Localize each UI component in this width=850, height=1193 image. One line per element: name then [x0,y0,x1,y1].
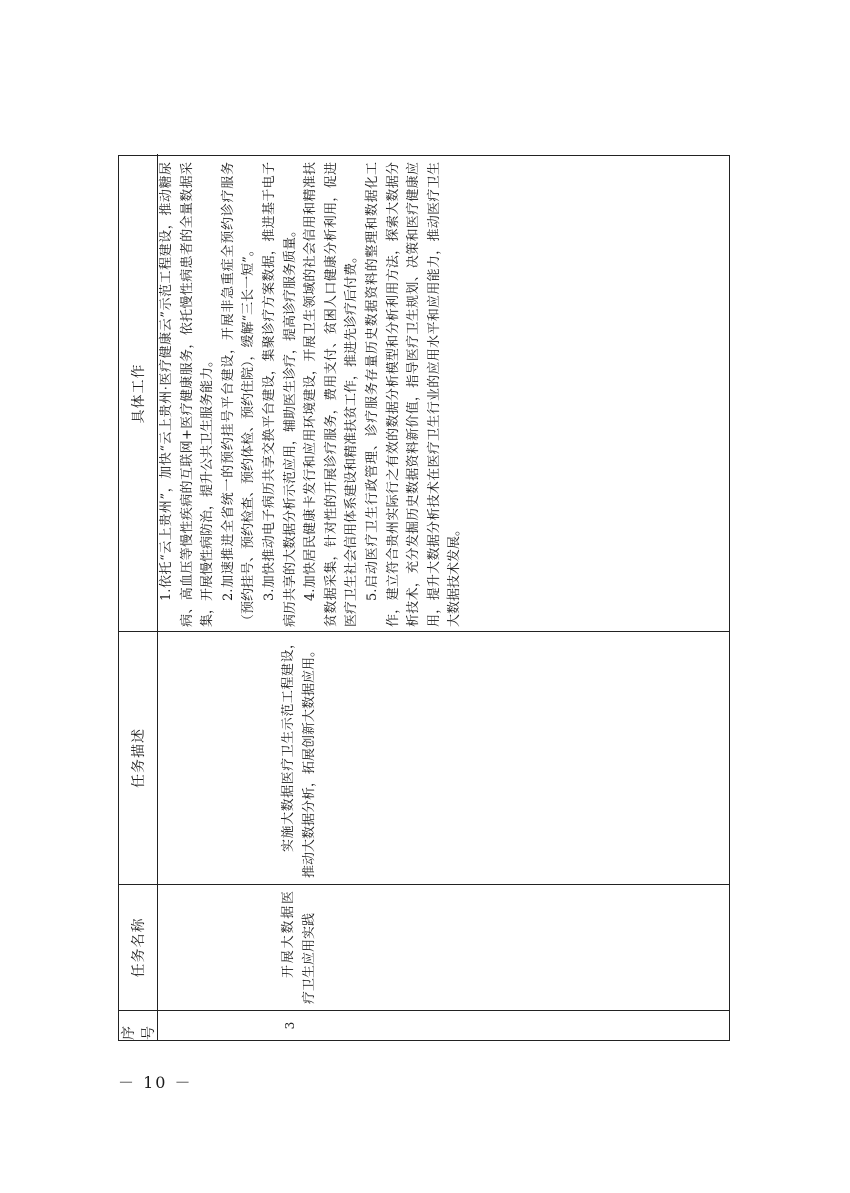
header-desc-label: 任务描述 [131,728,147,788]
row-number: 3 [283,1021,297,1030]
header-name-label: 任务名称 [131,917,147,978]
work-item-1: 1.依托“云上贵州”，加快“云上贵州·医疗健康云”示范工程建设，推动糖尿病、高血压等慢性疾病的互联网+医疗健康服务，依托慢性病患者的全量数据采集，开展慢性病防治，提升公共卫生服务能力。 [159,162,216,627]
rotated-table-frame [118,155,730,1041]
table-row [157,154,729,1040]
table-header-row [119,154,158,1040]
cell-no [157,1010,729,1040]
work-item-4: 4.加快居民健康卡发行和应用环境建设，开展卫生领域的社会信用和精准扶贫数据采集，针对性的开展诊疗服务，费用支付、贫困人口健康分析利用，促进医疗卫生社会信用体系建设和精准扶贫工作，推进先诊疗后付费。 [303,162,360,627]
header-work [119,156,157,631]
header-name [119,884,157,1010]
work-item-2: 2.加速推进全省统一的预约挂号平台建设，开展非急重症全预约诊疗服务（预约挂号、预约检查、预约体检、预约住院），缓解“三长一短”。 [220,162,257,627]
header-no [119,1010,157,1040]
cell-work [157,156,729,631]
cell-desc [157,631,729,884]
task-table [118,155,730,1041]
work-item-3: 3.加快推动电子病历共享交换平台建设，集聚诊疗方案数据，推进基于电子病历共享的大数据分析示范应用，辅助医生诊疗，提高诊疗服务质量。 [261,162,298,627]
header-desc [119,631,157,884]
task-name: 开展大数据医疗卫生应用实践 [281,891,317,1004]
header-no-label: 序号 [121,1025,157,1040]
work-item-5: 5.启动医疗卫生行政管理、诊疗服务存量历史数据资料的整理和数据化工作，建立符合贵州实际行之有效的数据分析模型和分析利用方法，探索大数据分析技术，充分发掘历史数据资料新价值，指导医疗卫生规划、决策和医疗健康应用，提升大数据分析技术在医疗卫生行业的应用水平和应用能力，推动医疗卫生大数据技术发展。 [364,162,463,627]
task-description: 实施大数据医疗卫生示范工程建设，推动大数据分析，拓展创新大数据应用。 [281,636,317,878]
cell-name [157,884,729,1010]
header-work-label: 具体工作 [131,363,147,424]
page-number: － 10 － [118,1073,193,1092]
